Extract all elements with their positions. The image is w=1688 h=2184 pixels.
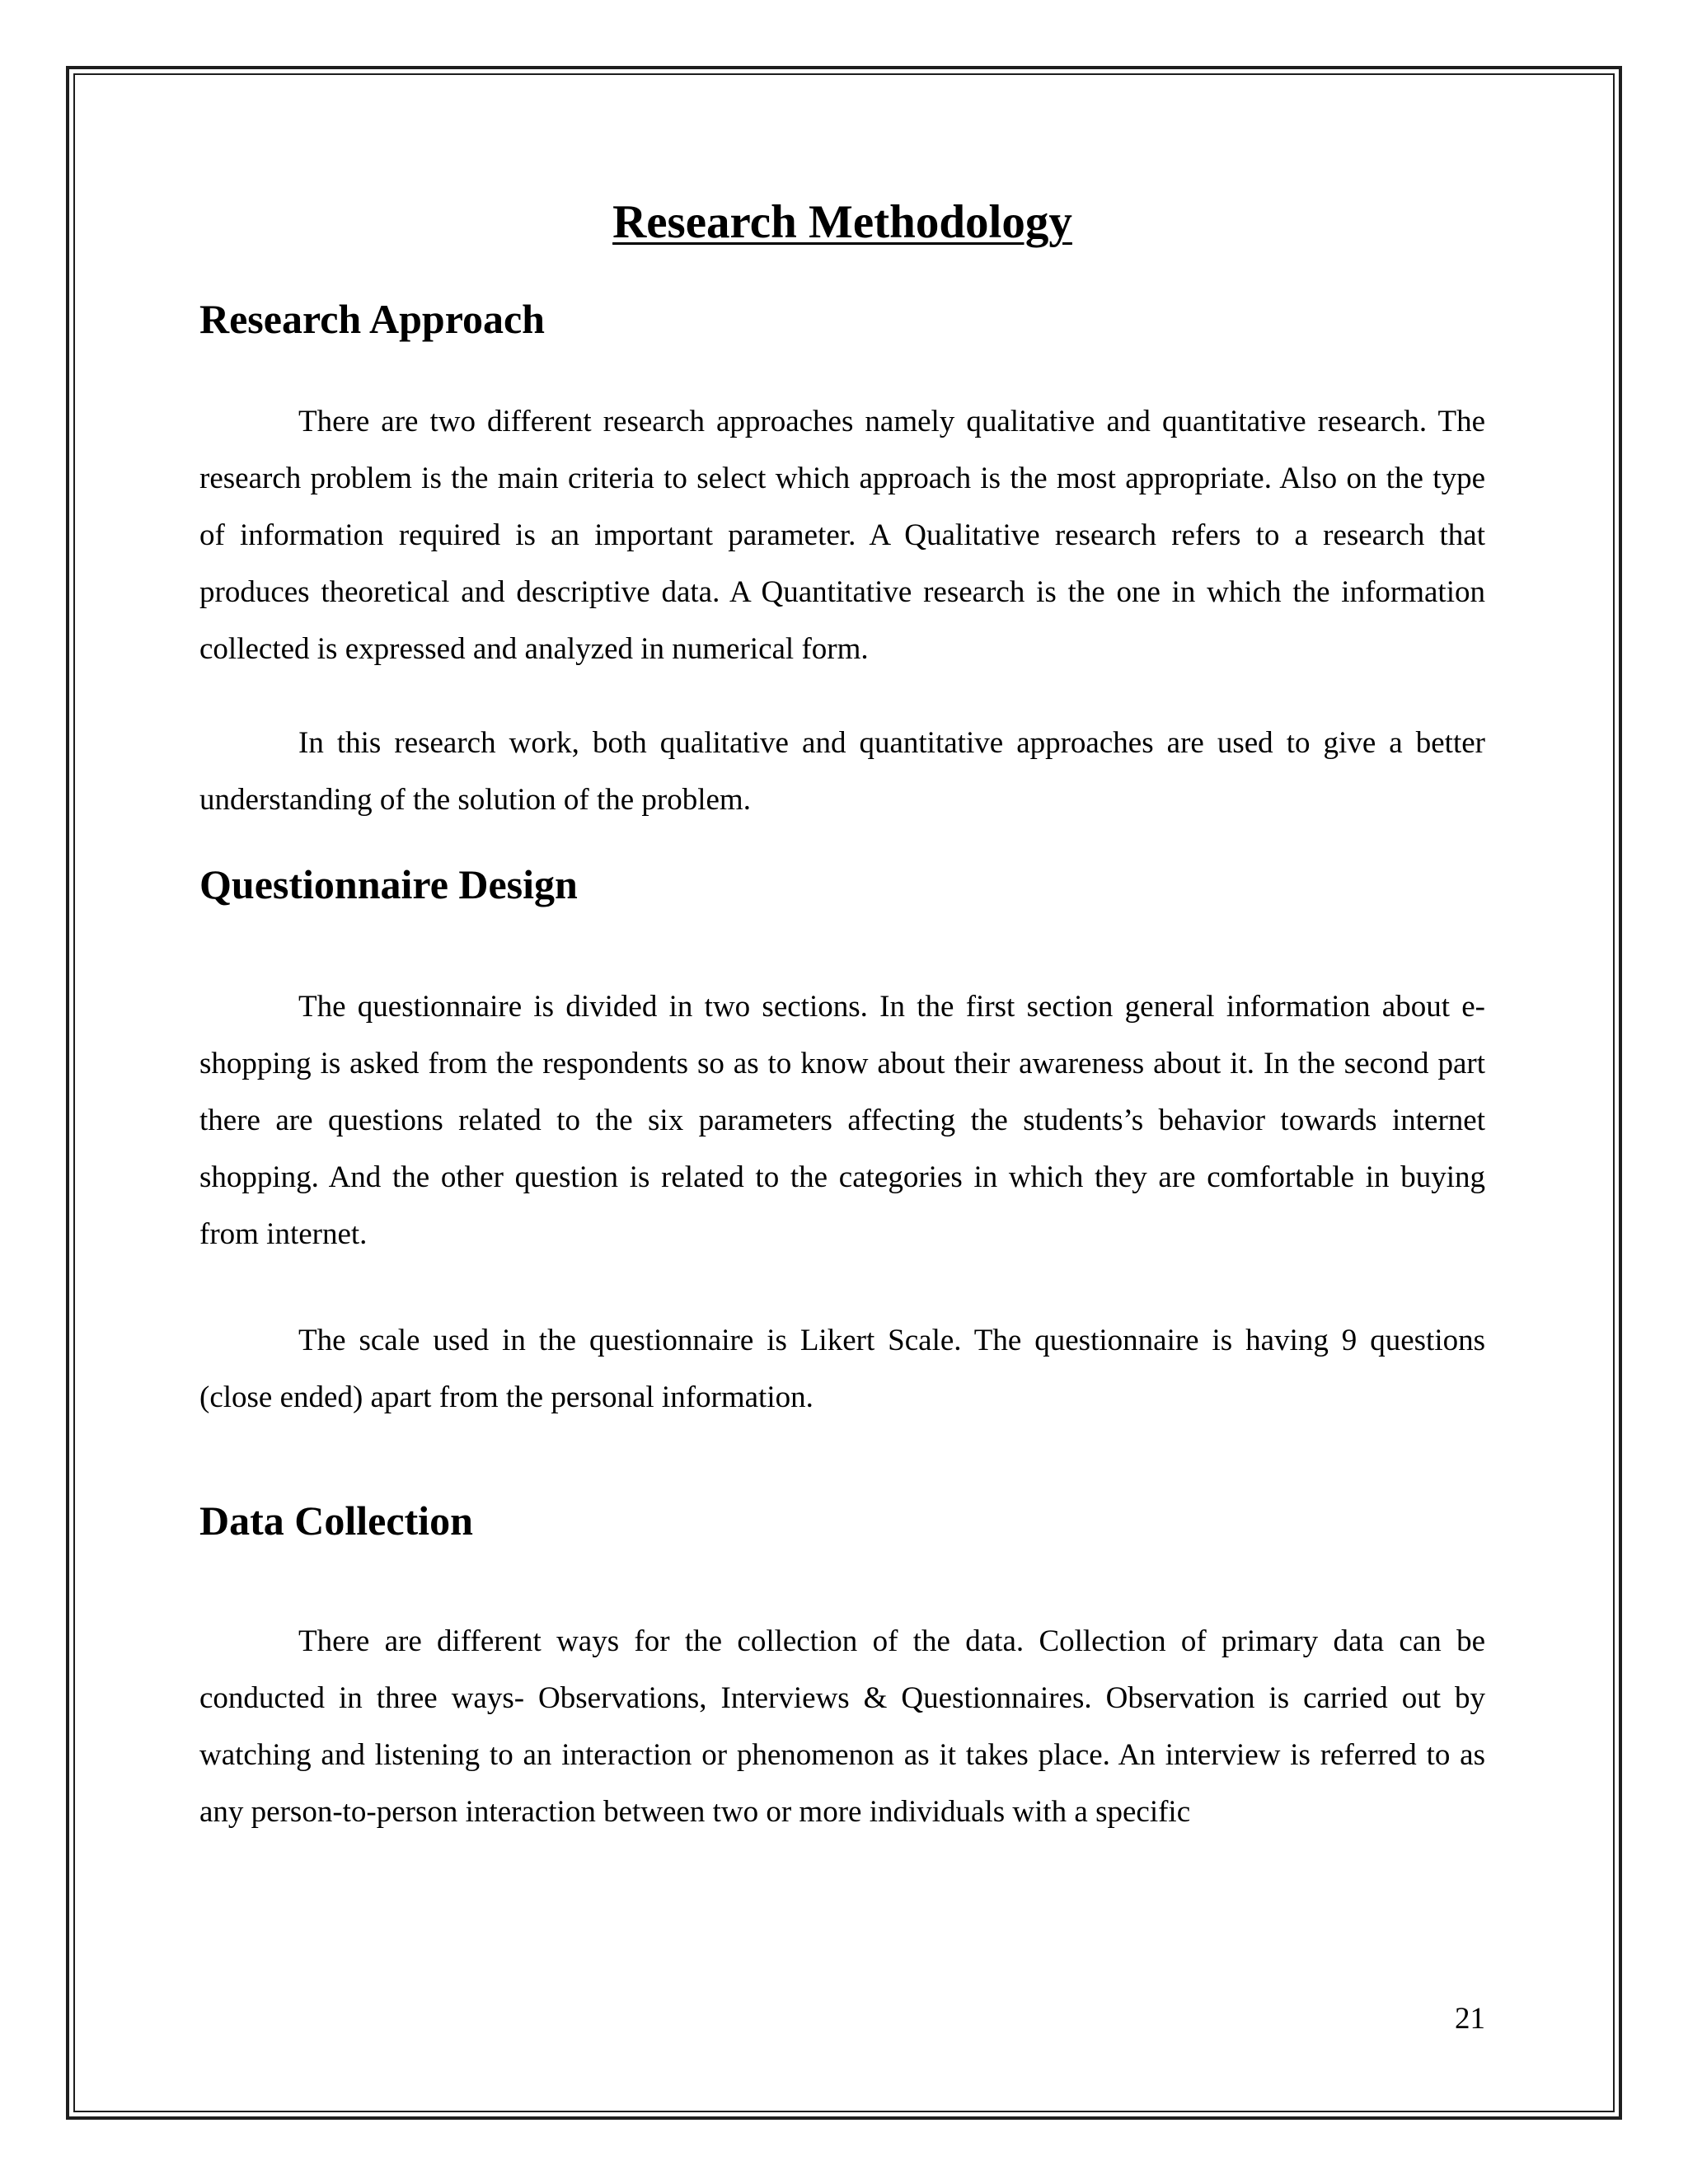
page-body (199, 194, 1485, 1840)
paragraph-research-approach-2: In this research work, both qualitative and quantitative approaches are used to give a better understanding of the solution of the problem. (199, 726, 1485, 817)
paragraph-questionnaire-design-1: The questionnaire is divided in two sections. In the first section general information about e-shopping is asked from the respondents so as to know about their awareness about it. In the second part there are questions related to the six parameters affecting the students’s behavior towards internet shopping. And the other question is related to the categories in which they are comfortable in buying from internet. (199, 990, 1485, 1251)
section-heading-research-approach: Research Approach (199, 296, 545, 342)
paragraph-data-collection-1: There are different ways for the collection of the data. Collection of primary data can be conducted in three ways- Observations, Interviews & Questionnaires. Observation is carried out by watching and listening to an interaction or phenomenon as it takes place. An interview is referred to as any person-to-person interaction between two or more individuals with a specific (199, 1624, 1485, 1829)
section-heading-questionnaire-design: Questionnaire Design (199, 861, 578, 907)
page-title: Research Methodology (612, 196, 1072, 248)
section-heading-data-collection: Data Collection (199, 1497, 473, 1544)
paragraph-questionnaire-design-2: The scale used in the questionnaire is Likert Scale. The questionnaire is having 9 questions (close ended) apart from the personal information. (199, 1324, 1485, 1414)
paragraph-research-approach-1: There are two different research approaches namely qualitative and quantitative research. The research problem is the main criteria to select which approach is the most appropriate. Also on the type of information required is an important parameter. A Qualitative research refers to a research that produces theoretical and descriptive data. A Quantitative research is the one in which the information collected is expressed and analyzed in numerical form. (199, 405, 1485, 666)
page-number: 21 (1455, 2002, 1485, 2036)
